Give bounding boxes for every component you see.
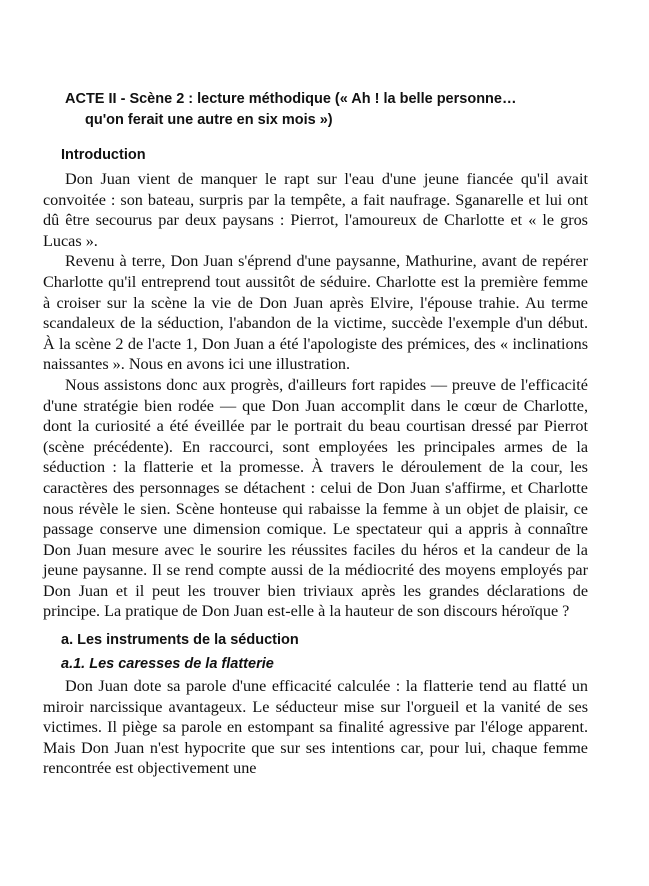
title-line-1: ACTE II - Scène 2 : lecture méthodique (« Ah ! la belle personne… (65, 91, 517, 107)
heading-instruments: a. Les instruments de la séduction (61, 632, 299, 649)
paragraph-2: Revenu à terre, Don Juan s'éprend d'une paysanne, Mathurine, avant de repérer Charlotte qu'il entreprend tout aussitôt de séduire. Charlotte est la première femme à croiser sur la scène la vie de Don Juan après Elvire, l'épouse trahie. Au terme scandaleux de la séduction, l'abandon de la victime, succède l'exemple d'un début. À la scène 2 de l'acte 1, Don Juan a été l'apologiste des prémices, des « inclinations naissantes ». Nous en avons ici une illustration. (43, 252, 588, 374)
document-page (43, 89, 588, 779)
heading-caresses: a.1. Les caresses de la flatterie (61, 656, 274, 673)
title-line-2: qu'on ferait une autre en six mois ») (85, 112, 333, 128)
paragraph-1: Don Juan vient de manquer le rapt sur l'eau d'une jeune fiancée qu'il avait convoitée : son bateau, surpris par la tempête, a fait naufrage. Sganarelle et lui ont dû être secourus par deux paysans : Pierrot, l'amoureux de Charlotte et « le gros Lucas ». (43, 170, 588, 250)
paragraph-4: Don Juan dote sa parole d'une efficacité calculée : la flatterie tend au flatté un miroir narcissique avantageux. Le séducteur mise sur l'orgueil et la vanité de ses victimes. Il piège sa parole en estompant sa finalité agressive par l'éloge apparent. Mais Don Juan n'est hypocrite que sur ses intentions car, pour lui, chaque femme rencontrée est objectivement une (43, 677, 588, 778)
document-title (65, 89, 588, 131)
heading-introduction: Introduction (61, 147, 146, 163)
paragraph-3: Nous assistons donc aux progrès, d'ailleurs fort rapides — preuve de l'efficacité d'une stratégie bien rodée — que Don Juan accomplit dans le cœur de Charlotte, dont la curiosité a été éveillée par le portrait du beau courtisan dressé par Pierrot (scène précédente). En raccourci, sont employées les principales armes de la séduction : la flatterie et la promesse. À travers le déroulement de la cour, les caractères des personnages se détachent : celui de Don Juan s'affirme, et Charlotte nous révèle le sien. Scène honteuse qui rabaisse la femme à un objet de plaisir, ce passage conserve une dimension comique. Le spectateur qui a appris à connaître Don Juan mesure avec le sourire les réussites faciles du héros et la candeur de la jeune paysanne. Il se rend compte aussi de la médiocrité des moyens employés par Don Juan et il peut les trouver bien triviaux après les grandes déclarations de principe. La pratique de Don Juan est-elle à la hauteur de son discours héroïque ? (43, 375, 588, 621)
